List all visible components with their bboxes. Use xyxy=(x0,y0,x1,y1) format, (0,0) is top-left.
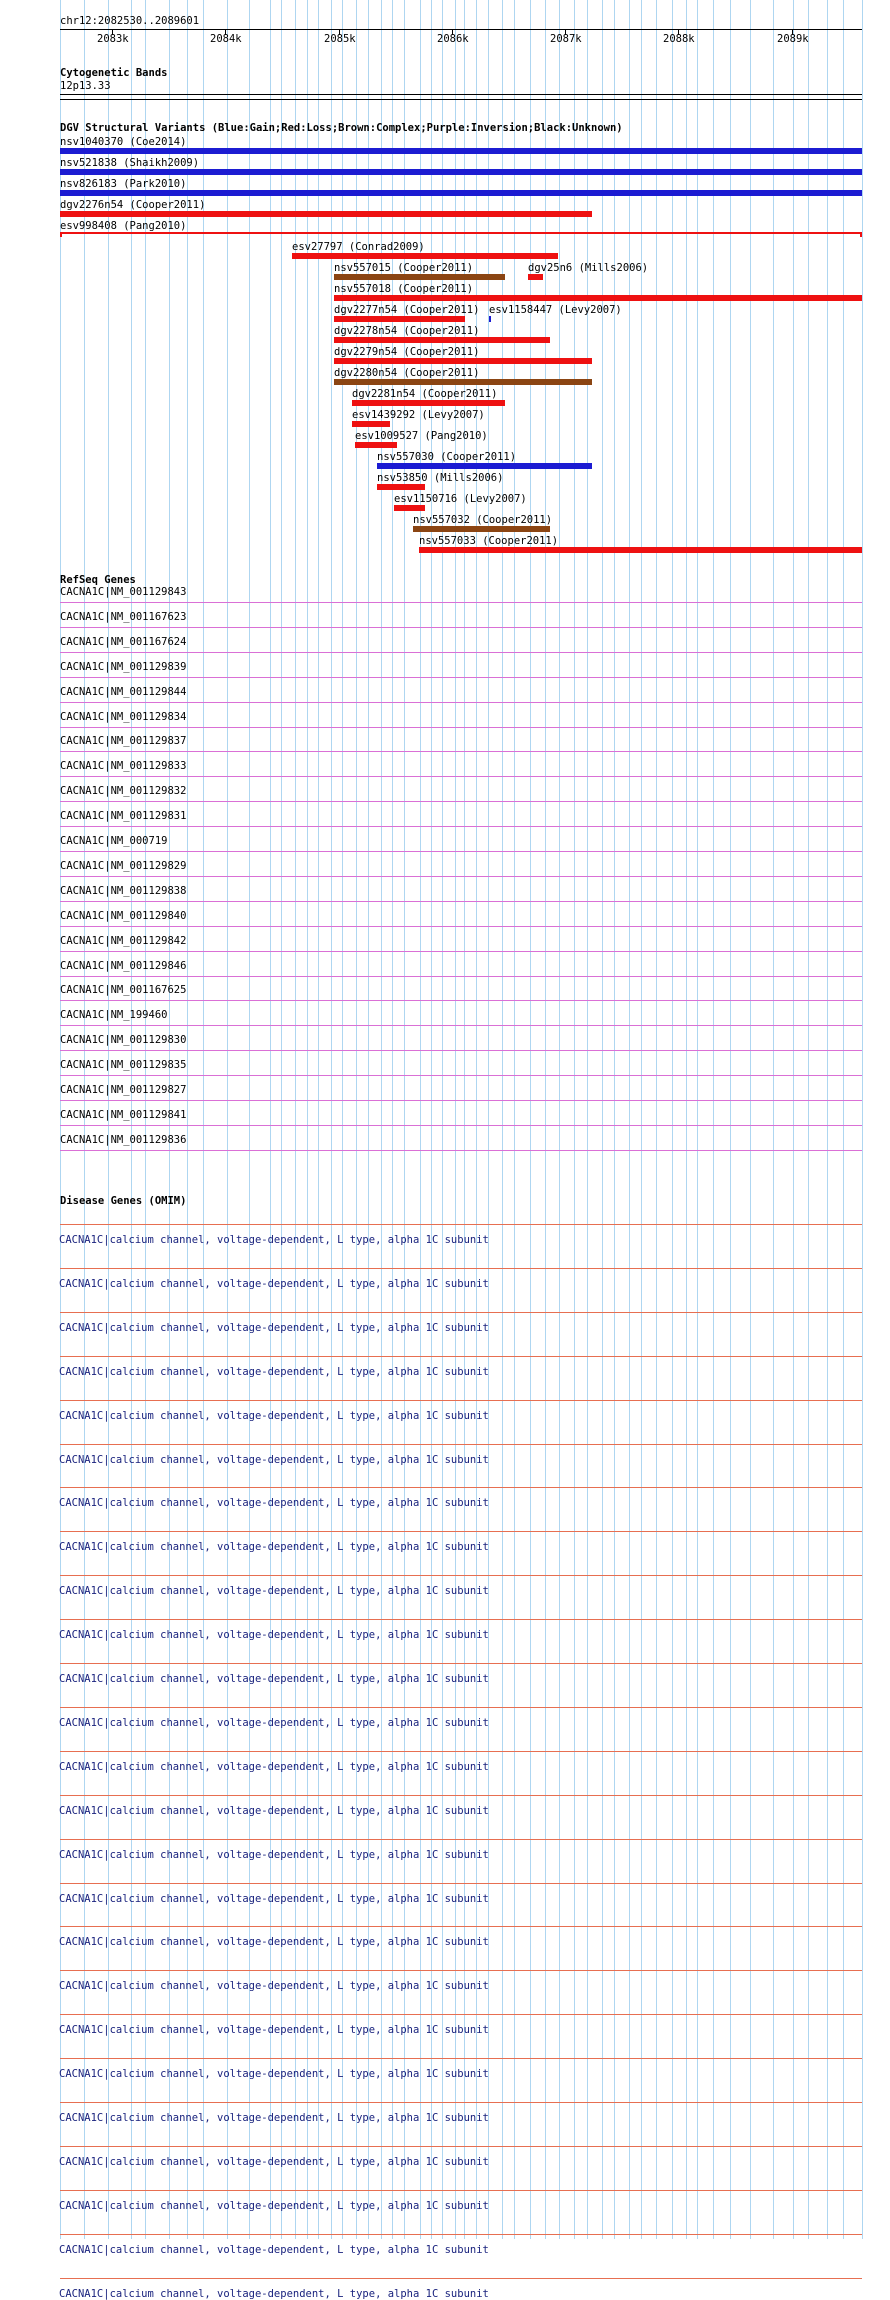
omim-gene-link[interactable]: CACNA1C|calcium channel, voltage-dependent, L type, alpha 1C subunit xyxy=(59,1497,489,1510)
refseq-gene-line[interactable] xyxy=(60,1075,862,1076)
refseq-gene-label[interactable]: CACNA1C|NM_001129841 xyxy=(60,1108,187,1121)
omim-gene-link[interactable]: CACNA1C|calcium channel, voltage-dependent, L type, alpha 1C subunit xyxy=(59,2112,489,2124)
variant-bar-end xyxy=(860,232,862,237)
variant-bar-loss[interactable] xyxy=(334,316,465,322)
omim-gene-link[interactable]: CACNA1C|calcium channel, voltage-dependent, L type, alpha 1C subunit xyxy=(59,1673,489,1685)
refseq-gene-line[interactable] xyxy=(60,1100,862,1101)
variant-bar-loss[interactable] xyxy=(394,505,425,511)
ruler-tick-label: 2085k xyxy=(324,33,356,45)
refseq-gene-line[interactable] xyxy=(60,602,862,603)
variant-label[interactable]: esv998408 (Pang2010) xyxy=(60,220,187,232)
variant-label[interactable]: dgv2277n54 (Cooper2011) xyxy=(334,304,480,316)
variant-label[interactable]: dgv2279n54 (Cooper2011) xyxy=(334,346,480,358)
omim-gene-link[interactable]: CACNA1C|calcium channel, voltage-dependent, L type, alpha 1C subunit xyxy=(59,2243,489,2256)
variant-label[interactable]: esv1439292 (Levy2007) xyxy=(352,409,485,421)
refseq-gene-label[interactable]: CACNA1C|NM_001129838 xyxy=(60,884,187,897)
variant-bar-loss[interactable] xyxy=(352,400,505,406)
refseq-gene-label[interactable]: CACNA1C|NM_001129839 xyxy=(60,660,187,673)
ruler-tick-label: 2086k xyxy=(437,33,469,45)
refseq-gene-line[interactable] xyxy=(60,1150,862,1151)
variant-label[interactable]: esv1158447 (Levy2007) xyxy=(489,304,622,316)
ruler-tick-label: 2087k xyxy=(550,33,582,45)
variant-label[interactable]: dgv2280n54 (Cooper2011) xyxy=(334,367,480,379)
omim-gene-link[interactable]: CACNA1C|calcium channel, voltage-dependent, L type, alpha 1C subunit xyxy=(59,1585,489,1598)
refseq-gene-line[interactable] xyxy=(60,702,862,703)
refseq-gene-label[interactable]: CACNA1C|NM_001129836 xyxy=(60,1133,187,1146)
refseq-gene-line[interactable] xyxy=(60,951,862,952)
omim-gene-link[interactable]: CACNA1C|calcium channel, voltage-dependent, L type, alpha 1C subunit xyxy=(59,1804,489,1817)
variant-bar-end xyxy=(60,232,62,237)
variant-bar-loss[interactable] xyxy=(60,211,592,217)
variant-label[interactable]: esv27797 (Conrad2009) xyxy=(292,241,425,253)
omim-gene-link[interactable]: CACNA1C|calcium channel, voltage-dependent, L type, alpha 1C subunit xyxy=(59,1234,489,1246)
ruler-tick-label: 2088k xyxy=(663,33,695,45)
refseq-gene-line[interactable] xyxy=(60,727,862,728)
variant-bar-loss[interactable] xyxy=(352,421,390,427)
refseq-gene-label[interactable]: CACNA1C|NM_001167623 xyxy=(60,610,187,623)
refseq-gene-line[interactable] xyxy=(60,627,862,628)
refseq-gene-label[interactable]: CACNA1C|NM_001167625 xyxy=(60,984,187,997)
variant-label[interactable]: dgv25n6 (Mills2006) xyxy=(528,262,649,274)
variant-label[interactable]: nsv557033 (Cooper2011) xyxy=(419,535,559,547)
refseq-gene-line[interactable] xyxy=(60,976,862,977)
omim-gene-line[interactable] xyxy=(60,1926,862,1927)
refseq-gene-line[interactable] xyxy=(60,851,862,852)
omim-gene-link[interactable]: CACNA1C|calcium channel, voltage-dependent, L type, alpha 1C subunit xyxy=(59,1760,489,1773)
omim-gene-line[interactable] xyxy=(60,1883,862,1884)
variant-bar-gain[interactable] xyxy=(60,148,862,154)
refseq-gene-label[interactable]: CACNA1C|NM_001129834 xyxy=(60,710,187,723)
refseq-gene-label[interactable]: CACNA1C|NM_001129846 xyxy=(60,959,187,972)
variant-label[interactable]: esv1150716 (Levy2007) xyxy=(394,493,527,505)
omim-gene-line[interactable] xyxy=(60,1795,862,1796)
omim-gene-line[interactable] xyxy=(60,1663,862,1664)
variant-label[interactable]: nsv557030 (Cooper2011) xyxy=(377,451,517,463)
omim-gene-line[interactable] xyxy=(60,1707,862,1708)
omim-gene-line[interactable] xyxy=(60,1224,862,1225)
refseq-track-title: RefSeq Genes xyxy=(60,574,136,586)
omim-gene-link[interactable]: CACNA1C|calcium channel, voltage-dependent, L type, alpha 1C subunit xyxy=(59,1321,489,1334)
variant-bar-gain[interactable] xyxy=(377,463,592,469)
variant-label[interactable]: dgv2281n54 (Cooper2011) xyxy=(352,388,498,400)
variant-bar-loss[interactable] xyxy=(355,442,397,448)
variant-label[interactable]: nsv557018 (Cooper2011) xyxy=(334,283,474,295)
omim-gene-link[interactable]: CACNA1C|calcium channel, voltage-dependent, L type, alpha 1C subunit xyxy=(59,1277,489,1290)
omim-gene-line[interactable] xyxy=(60,1751,862,1752)
omim-gene-line[interactable] xyxy=(60,2190,862,2191)
variant-label[interactable]: esv1009527 (Pang2010) xyxy=(355,430,488,442)
omim-gene-link[interactable]: CACNA1C|calcium channel, voltage-dependent, L type, alpha 1C subunit xyxy=(59,1936,489,1949)
omim-gene-line[interactable] xyxy=(60,1531,862,1532)
omim-gene-line[interactable] xyxy=(60,2146,862,2147)
cytoband-line-top xyxy=(60,94,862,95)
omim-gene-line[interactable] xyxy=(60,1575,862,1576)
variant-label[interactable]: dgv2276n54 (Cooper2011) xyxy=(60,199,206,211)
variant-label[interactable]: nsv53850 (Mills2006) xyxy=(377,472,504,484)
ruler-tick-label: 2084k xyxy=(210,33,242,45)
omim-gene-link[interactable]: CACNA1C|calcium channel, voltage-dependent, L type, alpha 1C subunit xyxy=(59,1716,489,1729)
variant-bar-loss[interactable] xyxy=(292,253,558,259)
omim-gene-link[interactable]: CACNA1C|calcium channel, voltage-dependent, L type, alpha 1C subunit xyxy=(59,1365,489,1378)
omim-gene-link[interactable]: CACNA1C|calcium channel, voltage-dependent, L type, alpha 1C subunit xyxy=(59,1453,489,1466)
variant-bar-loss[interactable] xyxy=(60,232,862,234)
refseq-gene-label[interactable]: CACNA1C|NM_001129827 xyxy=(60,1084,187,1096)
refseq-gene-label[interactable]: CACNA1C|NM_001129840 xyxy=(60,909,187,922)
variant-bar-loss[interactable] xyxy=(334,295,862,301)
omim-gene-line[interactable] xyxy=(60,2014,862,2015)
variant-bar-gain[interactable] xyxy=(489,316,491,322)
variant-bar-loss[interactable] xyxy=(377,484,425,490)
omim-gene-link[interactable]: CACNA1C|calcium channel, voltage-dependent, L type, alpha 1C subunit xyxy=(59,2155,489,2168)
refseq-gene-line[interactable] xyxy=(60,751,862,752)
variant-label[interactable]: nsv1040370 (Coe2014) xyxy=(60,136,187,148)
refseq-gene-line[interactable] xyxy=(60,876,862,877)
refseq-gene-line[interactable] xyxy=(60,901,862,902)
omim-gene-line[interactable] xyxy=(60,1268,862,1269)
omim-track-title: Disease Genes (OMIM) xyxy=(60,1195,187,1207)
variant-label[interactable]: nsv557015 (Cooper2011) xyxy=(334,262,474,274)
refseq-gene-line[interactable] xyxy=(60,677,862,678)
variant-label[interactable]: dgv2278n54 (Cooper2011) xyxy=(334,325,480,337)
variant-bar-loss[interactable] xyxy=(528,274,543,280)
cytoband-label: 12p13.33 xyxy=(60,80,111,92)
omim-gene-link[interactable]: CACNA1C|calcium channel, voltage-dependent, L type, alpha 1C subunit xyxy=(59,2199,489,2212)
variant-bar-complex[interactable] xyxy=(413,526,550,532)
omim-gene-line[interactable] xyxy=(60,1400,862,1401)
variant-label[interactable]: nsv521838 (Shaikh2009) xyxy=(60,157,200,169)
omim-gene-link[interactable]: CACNA1C|calcium channel, voltage-dependent, L type, alpha 1C subunit xyxy=(59,1980,489,1993)
omim-gene-line[interactable] xyxy=(60,1312,862,1313)
cytogenetic-bands-title: Cytogenetic Bands xyxy=(60,67,168,79)
refseq-gene-label[interactable]: CACNA1C|NM_001129842 xyxy=(60,934,187,947)
refseq-gene-line[interactable] xyxy=(60,826,862,827)
region-coordinates: chr12:2082530..2089601 xyxy=(60,15,200,27)
refseq-gene-label[interactable]: CACNA1C|NM_001129844 xyxy=(60,685,187,698)
refseq-gene-line[interactable] xyxy=(60,1125,862,1126)
omim-gene-line[interactable] xyxy=(60,1356,862,1357)
omim-gene-line[interactable] xyxy=(60,2058,862,2059)
dgv-track-title: DGV Structural Variants (Blue:Gain;Red:Loss;Brown:Complex;Purple:Inversion;Black:Unknown) xyxy=(60,122,623,134)
variant-bar-complex[interactable] xyxy=(334,274,505,280)
omim-gene-link[interactable]: CACNA1C|calcium channel, voltage-dependent, L type, alpha 1C subunit xyxy=(59,2068,489,2081)
ruler-axis-line xyxy=(60,29,862,30)
ruler-tick-label: 2083k xyxy=(97,33,129,45)
omim-gene-line[interactable] xyxy=(60,1444,862,1445)
omim-gene-line[interactable] xyxy=(60,1970,862,1971)
variant-bar-loss[interactable] xyxy=(334,337,550,343)
refseq-gene-line[interactable] xyxy=(60,1025,862,1026)
refseq-gene-label[interactable]: CACNA1C|NM_001129835 xyxy=(60,1059,187,1072)
omim-gene-line[interactable] xyxy=(60,1487,862,1488)
omim-gene-line[interactable] xyxy=(60,2102,862,2103)
refseq-gene-line[interactable] xyxy=(60,776,862,777)
variant-bar-loss[interactable] xyxy=(419,547,862,553)
omim-gene-link[interactable]: CACNA1C|calcium channel, voltage-dependent, L type, alpha 1C subunit xyxy=(59,1409,489,1422)
omim-gene-link[interactable]: CACNA1C|calcium channel, voltage-dependent, L type, alpha 1C subunit xyxy=(59,1892,489,1905)
variant-bar-gain[interactable] xyxy=(60,190,862,196)
refseq-gene-label[interactable]: CACNA1C|NM_001167624 xyxy=(60,635,187,648)
refseq-gene-label[interactable]: CACNA1C|NM_001129833 xyxy=(60,760,187,773)
omim-gene-link[interactable]: CACNA1C|calcium channel, voltage-dependent, L type, alpha 1C subunit xyxy=(59,1541,489,1554)
refseq-gene-line[interactable] xyxy=(60,801,862,802)
omim-gene-link[interactable]: CACNA1C|calcium channel, voltage-dependent, L type, alpha 1C subunit xyxy=(59,1848,489,1861)
omim-gene-link[interactable]: CACNA1C|calcium channel, voltage-dependent, L type, alpha 1C subunit xyxy=(59,1629,489,1642)
omim-gene-link[interactable]: CACNA1C|calcium channel, voltage-dependent, L type, alpha 1C subunit xyxy=(59,2287,489,2300)
variant-label[interactable]: nsv557032 (Cooper2011) xyxy=(413,514,553,526)
refseq-gene-line[interactable] xyxy=(60,1050,862,1051)
omim-gene-line[interactable] xyxy=(60,2278,862,2279)
variant-bar-complex[interactable] xyxy=(334,379,592,385)
refseq-gene-label[interactable]: CACNA1C|NM_001129830 xyxy=(60,1034,187,1047)
refseq-gene-label[interactable]: CACNA1C|NM_001129831 xyxy=(60,810,187,823)
variant-label[interactable]: nsv826183 (Park2010) xyxy=(60,178,187,190)
refseq-gene-line[interactable] xyxy=(60,926,862,927)
ruler-tick-label: 2089k xyxy=(777,33,809,45)
refseq-gene-line[interactable] xyxy=(60,652,862,653)
omim-gene-line[interactable] xyxy=(60,2234,862,2235)
refseq-gene-label[interactable]: CACNA1C|NM_000719 xyxy=(60,835,168,847)
refseq-gene-line[interactable] xyxy=(60,1000,862,1001)
omim-gene-line[interactable] xyxy=(60,1839,862,1840)
refseq-gene-label[interactable]: CACNA1C|NM_001129832 xyxy=(60,785,187,798)
omim-gene-line[interactable] xyxy=(60,1619,862,1620)
refseq-gene-label[interactable]: CACNA1C|NM_199460 xyxy=(60,1009,168,1022)
omim-gene-link[interactable]: CACNA1C|calcium channel, voltage-dependent, L type, alpha 1C subunit xyxy=(59,2024,489,2037)
cytoband-line-bottom xyxy=(60,99,862,100)
refseq-gene-label[interactable]: CACNA1C|NM_001129843 xyxy=(60,586,187,598)
refseq-gene-label[interactable]: CACNA1C|NM_001129829 xyxy=(60,859,187,872)
variant-bar-gain[interactable] xyxy=(60,169,862,175)
variant-bar-loss[interactable] xyxy=(334,358,592,364)
refseq-gene-label[interactable]: CACNA1C|NM_001129837 xyxy=(60,735,187,748)
